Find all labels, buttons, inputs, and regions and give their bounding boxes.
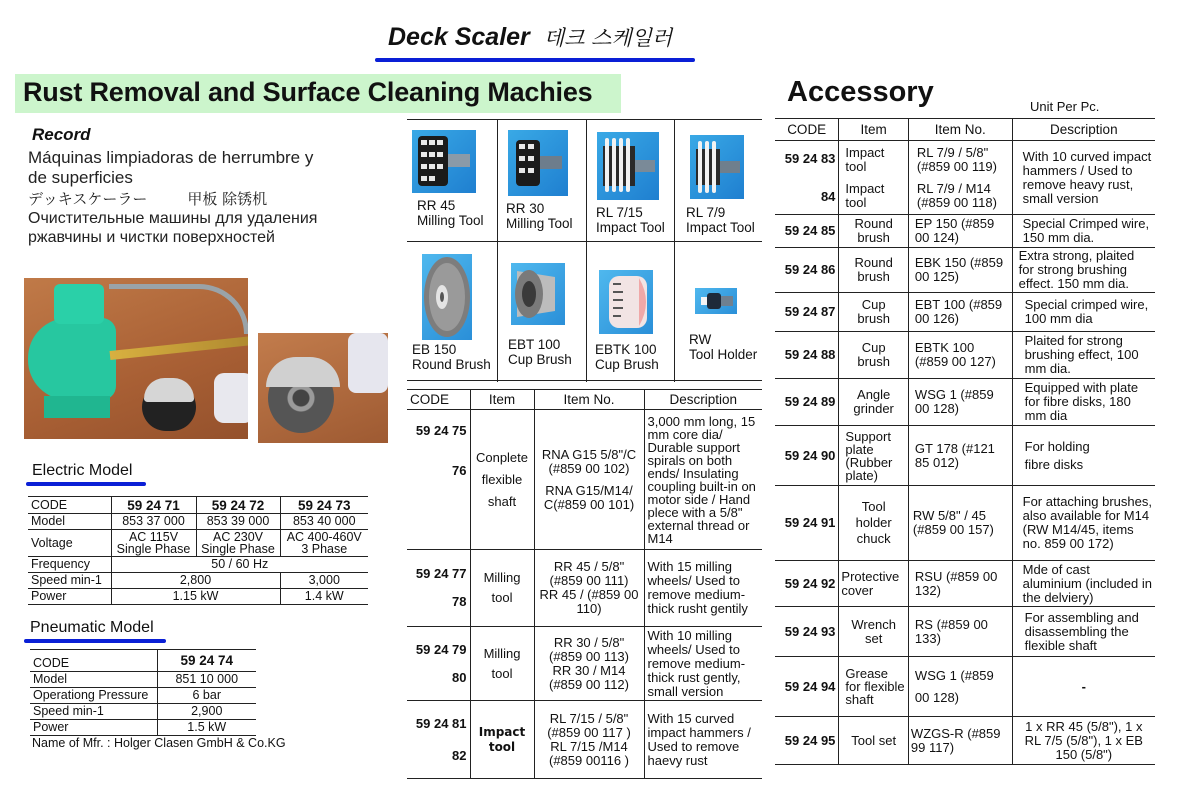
impact-tool-icon [597, 132, 659, 200]
table-row [775, 293, 1155, 332]
cable-graphic [109, 284, 248, 334]
spec-value: 1.4 kW [280, 589, 368, 605]
cup-brush-icon [511, 263, 565, 325]
item-number [534, 410, 644, 550]
tool-type: Round Brush [412, 357, 491, 372]
acc-description: Special Crimped wire, 150 mm dia. [1012, 215, 1155, 248]
spec-label: Model [30, 672, 157, 688]
acc-description: Special crimped wire, 100 mm dia [1012, 293, 1155, 332]
table-row [407, 701, 762, 779]
asian-desc [28, 188, 267, 209]
tool-code: RL 7/9 [686, 205, 726, 220]
spec-code: 59 24 72 [196, 497, 280, 514]
spec-value: 853 40 000 [280, 514, 368, 530]
acc-code: 59 24 91 [775, 486, 839, 561]
item-primary: Impact tool [845, 144, 885, 174]
spec-value: 1.5 kW [157, 720, 256, 736]
table-row [775, 248, 1155, 293]
col-header-description: Description [644, 390, 762, 410]
code-primary: 59 24 79 [415, 641, 467, 657]
gallery-cell-rr30 [498, 120, 587, 241]
milling-tool-icon [412, 130, 476, 193]
gallery-cell-rr45 [407, 120, 498, 241]
spec-label: Frequency [28, 557, 111, 573]
tool-code: RL 7/15 [596, 205, 643, 220]
table-row [775, 486, 1155, 561]
gallery-label [689, 332, 757, 362]
glove-graphic [348, 333, 388, 393]
table-row [775, 141, 1155, 215]
tool-type: Tool Holder [689, 347, 758, 362]
item-description: With 15 curved impact hammers / Used to remove haevy rust [644, 701, 762, 779]
tool-type: Milling Tool [417, 213, 484, 228]
product-photo-main [24, 278, 248, 439]
code-secondary: 84 [820, 188, 836, 204]
glove-graphic [214, 373, 248, 423]
acc-code: 59 24 90 [775, 426, 839, 486]
section-banner [15, 74, 621, 113]
electric-model-underline [26, 482, 146, 486]
table-row [775, 426, 1155, 486]
table-row [407, 410, 762, 550]
item-name: Impact tool [470, 701, 534, 779]
tool-type: Cup Brush [508, 352, 572, 367]
spec-value [111, 530, 196, 557]
code-secondary: 78 [452, 594, 467, 609]
acc-code: 59 24 86 [775, 248, 839, 293]
gallery-cell-ebt100 [498, 241, 587, 382]
acc-item-no: EBK 150 (#859 00 125) [908, 248, 1012, 293]
item-code [407, 701, 470, 779]
item-no-secondary: RNA G15/M14/ C(#859 00 101) [543, 482, 635, 512]
item-code [407, 550, 470, 627]
item-no-secondary: RL 7/15 /M14 (#859 00116 ) [549, 738, 629, 768]
title-en: Deck Scaler [388, 23, 530, 51]
spec-value: 853 39 000 [196, 514, 280, 530]
guard-graphic [144, 378, 194, 402]
spec-value: 853 37 000 [111, 514, 196, 530]
spanish-desc-line-2: de superficies [28, 168, 133, 187]
accessory-title: Accessory [787, 76, 934, 108]
item-no-secondary: RR 30 / M14 (#859 00 112) [549, 662, 629, 692]
gallery-cell-rl79 [675, 120, 762, 241]
acc-item [839, 141, 909, 215]
acc-code: 59 24 88 [775, 332, 839, 379]
tool-type: Milling Tool [506, 216, 573, 231]
spec-value: 851 10 000 [157, 672, 256, 688]
table-row [775, 561, 1155, 607]
item-code [407, 627, 470, 701]
acc-description: With 10 curved impact hammers / Used to remove heavy rust, small version [1012, 141, 1155, 215]
acc-item-no: RW 5/8" / 45 (#859 00 157) [908, 486, 1012, 561]
acc-code: 59 24 92 [775, 561, 839, 607]
col-header-code: CODE [775, 119, 839, 141]
item-description: 3,000 mm long, 15 mm core dia/ Durable support spirals on both ends/ Insulating coupling built-in on motor side / Hand plece with a 5/8" external thread or M14 [644, 410, 762, 550]
spec-value: 2,900 [157, 704, 256, 720]
gallery-label [686, 205, 755, 235]
flexible-shaft-graphic [110, 336, 248, 360]
acc-item: Cup brush [839, 293, 909, 332]
round-brush-icon [422, 254, 472, 340]
tool-code: EBT 100 [508, 337, 561, 352]
item-no-secondary: RL 7/9 / M14 (#859 00 118) [916, 180, 997, 210]
spec-value [280, 530, 368, 557]
japanese-desc: デッキスケーラー [28, 190, 148, 208]
table-row [775, 379, 1155, 426]
table-row [775, 215, 1155, 248]
item-description: With 10 milling wheels/ Used to remove medium-thick rust gently, small version [644, 627, 762, 701]
pneumatic-model-table [30, 649, 256, 736]
acc-item: Angle grinder [839, 379, 909, 426]
title-ko: 데크 스케일러 [543, 26, 673, 50]
item-secondary: Impact tool [845, 180, 885, 210]
spec-label: CODE [28, 497, 111, 514]
spec-label: Speed min-1 [28, 573, 111, 589]
acc-code: 59 24 85 [775, 215, 839, 248]
gallery-label [595, 342, 659, 372]
acc-code: 59 24 87 [775, 293, 839, 332]
code-secondary: 76 [452, 463, 467, 478]
spec-value: 1.15 kW [111, 589, 280, 605]
pneumatic-model-underline [24, 639, 166, 643]
table-row [775, 332, 1155, 379]
spec-value [196, 530, 280, 557]
phase-line: Single Phase [201, 542, 275, 556]
gallery-label [506, 201, 573, 231]
spec-code: 59 24 74 [157, 650, 256, 672]
item-no-primary: RL 7/15 / 5/8" (#859 00 117 ) [547, 710, 631, 740]
acc-item-no: GT 178 (#121 85 012) [908, 426, 1012, 486]
tool-code: EB 150 [412, 342, 457, 357]
col-header-item-no: Item No. [534, 390, 644, 410]
item-number [534, 550, 644, 627]
spec-label: Power [30, 720, 157, 736]
acc-item: Wrench set [839, 607, 909, 657]
gallery-label [417, 198, 484, 228]
gallery-cell-ebtk100 [587, 241, 675, 382]
item-no-primary: RNA G15 5/8"/C (#859 00 102) [541, 446, 637, 476]
pneumatic-model-heading: Pneumatic Model [30, 619, 154, 636]
acc-code [775, 141, 839, 215]
motor-base-graphic [44, 396, 110, 418]
gallery-label [412, 342, 491, 372]
item-name: Milling tool [470, 627, 534, 701]
voltage-line: AC 400-460V [286, 530, 362, 544]
code-primary: 59 24 77 [415, 566, 467, 581]
voltage-line: AC 115V [128, 530, 179, 544]
item-no-primary: RL 7/9 / 5/8" (#859 00 119) [916, 144, 997, 174]
gallery-label [508, 337, 572, 367]
acc-item-no: RSU (#859 00 132) [908, 561, 1012, 607]
milling-tool-icon [508, 130, 568, 196]
product-photo-detail [258, 333, 388, 443]
acc-item-no: EBT 100 (#859 00 126) [908, 293, 1012, 332]
spec-value: 3,000 [280, 573, 368, 589]
acc-description: For holding fibre disks [1012, 426, 1155, 486]
table-row [407, 550, 762, 627]
item-name: Conplete flexible shaft [470, 410, 534, 550]
accessory-table [775, 118, 1155, 765]
acc-description: Mde of cast aluminium (included in the delviery) [1012, 561, 1155, 607]
acc-item-no: WSG 1 (#859 00 128) [908, 657, 1012, 717]
tool-holder-icon [695, 288, 737, 314]
cup-brush-icon [599, 270, 653, 334]
tool-type: Impact Tool [686, 220, 755, 235]
phase-line: 3 Phase [301, 542, 348, 556]
chinese-desc: 甲板 除锈机 [187, 190, 268, 208]
spec-value: 2,800 [111, 573, 280, 589]
acc-item: Support plate (Rubber plate) [839, 426, 909, 486]
acc-description: 1 x RR 45 (5/8"), 1 x RL 7/5 (5/8"), 1 x EB 150 (5/8") [1012, 717, 1155, 765]
item-description: With 15 milling wheels/ Used to remove medium-thick rusht gentily [644, 550, 762, 627]
tool-type: Cup Brush [595, 357, 659, 372]
brand-name: Record [32, 125, 91, 144]
main-items-table [407, 389, 762, 779]
item-no-secondary: RR 45 / (#859 00 110) [539, 587, 639, 616]
tool-code: RR 45 [417, 198, 456, 213]
gallery-cell-eb150 [407, 241, 498, 382]
code-primary: 59 24 75 [415, 423, 467, 438]
acc-item-no: WSG 1 (#859 00 128) [908, 379, 1012, 426]
spec-value: 6 bar [157, 688, 256, 704]
col-header-item-no: Item No. [908, 119, 1012, 141]
electric-model-table [28, 496, 368, 605]
voltage-line: AC 230V [212, 530, 264, 544]
item-code [407, 410, 470, 550]
tool-type: Impact Tool [596, 220, 665, 235]
tool-code: EBTK 100 [595, 342, 657, 357]
code-secondary: 80 [452, 669, 467, 685]
spec-label: Operationg Pressure [30, 688, 157, 704]
acc-item: Protective cover [839, 561, 909, 607]
tool-code: RW [689, 332, 712, 347]
spec-label: Power [28, 589, 111, 605]
motor-handle-graphic [54, 284, 104, 324]
acc-description: Extra strong, plaited for strong brushing effect. 150 mm dia. [1012, 248, 1155, 293]
spanish-desc-line-1: Máquinas limpiadoras de herrumbre y [28, 148, 314, 167]
acc-description: - [1012, 657, 1155, 717]
table-row [775, 717, 1155, 765]
col-header-item: Item [839, 119, 909, 141]
gallery-label [596, 205, 665, 235]
acc-code: 59 24 94 [775, 657, 839, 717]
acc-code: 59 24 89 [775, 379, 839, 426]
tool-code: RR 30 [506, 201, 545, 216]
code-primary: 59 24 83 [784, 150, 836, 166]
acc-item-no [908, 141, 1012, 215]
acc-item: Round brush [839, 215, 909, 248]
acc-description: Plaited for strong brushing effect, 100 mm dia. [1012, 332, 1155, 379]
acc-code: 59 24 93 [775, 607, 839, 657]
acc-item: Tool holder chuck [839, 486, 909, 561]
phase-line: Single Phase [116, 542, 191, 556]
acc-item: Round brush [839, 248, 909, 293]
item-no-primary: RR 45 / 5/8" (#859 00 111) [549, 559, 629, 588]
acc-description: For assembling and disassembling the flexible shaft [1012, 607, 1155, 657]
motor-graphic [28, 318, 116, 400]
acc-code: 59 24 95 [775, 717, 839, 765]
acc-item: Grease for flexible shaft [839, 657, 909, 717]
spec-label: Model [28, 514, 111, 530]
title-underline [375, 58, 695, 62]
manufacturer-note: Name of Mfr. : Holger Clasen GmbH & Co.KG [32, 736, 286, 750]
page-title [388, 22, 672, 52]
col-header-item: Item [470, 390, 534, 410]
electric-model-heading: Electric Model [32, 462, 133, 479]
table-row [775, 607, 1155, 657]
spec-code: 59 24 73 [280, 497, 368, 514]
guard-graphic [266, 357, 340, 387]
item-no-primary: RR 30 / 5/8" (#859 00 113) [549, 634, 629, 664]
col-header-code: CODE [407, 390, 470, 410]
acc-item-no: RS (#859 00 133) [908, 607, 1012, 657]
russian-desc-line-1: Очистительные машины для удаления [28, 210, 318, 227]
tool-gallery [407, 119, 762, 381]
gallery-cell-rl715 [587, 120, 675, 241]
item-number [534, 701, 644, 779]
spec-label: CODE [30, 650, 157, 672]
section-banner-text: Rust Removal and Surface Cleaning Machies [23, 77, 593, 107]
code-secondary: 82 [452, 747, 467, 763]
acc-item-no: EBTK 100 (#859 00 127) [908, 332, 1012, 379]
item-number [534, 627, 644, 701]
spec-label: Speed min-1 [30, 704, 157, 720]
russian-desc-line-2: ржавчины и чистки поверхностей [28, 229, 275, 246]
code-primary: 59 24 81 [415, 715, 467, 731]
spec-code: 59 24 71 [111, 497, 196, 514]
unit-note: Unit Per Pc. [1030, 99, 1100, 114]
acc-description: For attaching brushes, also available for M14 (RW M14/45, items no. 859 00 172) [1012, 486, 1155, 561]
acc-item: Tool set [839, 717, 909, 765]
acc-item-no: EP 150 (#859 00 124) [908, 215, 1012, 248]
gallery-cell-rw [675, 241, 762, 382]
item-name: Milling tool [470, 550, 534, 627]
acc-item-no: WZGS-R (#859 99 117) [908, 717, 1012, 765]
acc-description: Equipped with plate for fibre disks, 180 mm dia [1012, 379, 1155, 426]
table-row [775, 657, 1155, 717]
col-header-description: Description [1012, 119, 1155, 141]
spec-value: 50 / 60 Hz [111, 557, 368, 573]
impact-tool-icon [690, 135, 744, 199]
table-row [407, 627, 762, 701]
acc-item: Cup brush [839, 332, 909, 379]
spec-label: Voltage [28, 530, 111, 557]
